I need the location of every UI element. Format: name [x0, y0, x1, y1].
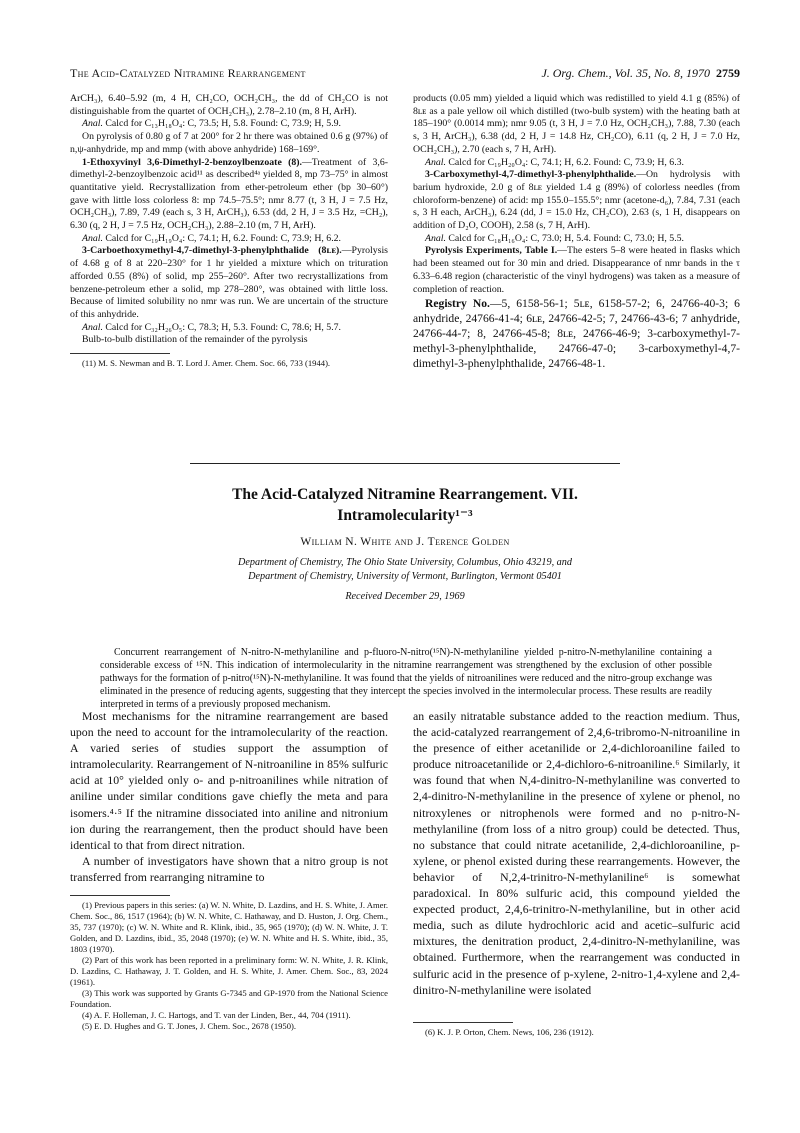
footnote-rule — [70, 353, 170, 354]
anal-label: Anal. — [82, 118, 103, 130]
body-paragraph-2: A number of investigators have shown that a nitro group is not transferred from rearranging nitramine to — [70, 853, 388, 884]
journal-name: J. Org. Chem., Vol. 35, No. 8, 1970 — [541, 66, 710, 80]
title-line-1: The Acid-Catalyzed Nitramine Rearrangement. VII. — [232, 486, 578, 503]
article-divider — [190, 463, 620, 464]
previous-article-right-column — [413, 93, 740, 371]
footnote-rule — [413, 1022, 513, 1023]
section-heading: Pyrolysis Experiments, Table I. — [425, 245, 558, 257]
section-text: —The esters 5–8 were heated in flasks which had been steamed out for 30 min and dried. Disappearance of nmr bands in the τ 6.33–6.48 region (characteristic of the vinyl hydrogens) was taken as a measure of completion of reaction. — [413, 245, 740, 295]
anal-text: Calcd for C₁₉H₁₉O₄: C, 74.1; H, 6.2. Found: C, 73.9; H, 6.2. — [102, 232, 342, 244]
running-header — [70, 66, 740, 84]
title-line-2: Intramolecularity¹⁻³ — [337, 507, 473, 524]
affiliation-line-1: Department of Chemistry, The Ohio State University, Columbus, Ohio 43219, and — [238, 557, 572, 568]
anal-text: Calcd for C₁₈H₁₆O₄: C, 73.0; H, 5.4. Found: C, 73.0; H, 5.5. — [445, 232, 685, 244]
anal-label: Anal. — [82, 321, 103, 333]
footnote-1: (1) Previous papers in this series: (a) W. N. White, D. Lazdins, and H. S. White, J. Amer. Chem. Soc., 86, 1517 (1964); (b) W. N. White, C. Hathaway, and D. Huston, J. Org. Chem., 35, 737 (1970); (c) W. N. White and R. Klink, ibid., 35, 965 (1970); (d) W. N. White, J. T. Golden, and D. Lazdins, ibid., 35, 2048 (1970); (e) W. N. White and H. S. White, ibid., 35, 1803 (1970). — [70, 900, 388, 955]
analysis-paragraph — [70, 118, 388, 131]
journal-page — [70, 0, 740, 1133]
analysis-paragraph — [70, 233, 388, 246]
affiliation — [70, 556, 740, 583]
registry-text: —5, 6158-56-1; 5ʟᴇ, 6158-57-2; 6, 24766-40-3; 6 anhydride, 24766-41-4; 6ʟᴇ, 24766-42-5; 7, 24766-43-6; 7 anhydride, 24766-44-7; 8, 24766-45-8; 8ʟᴇ, 24766-46-9; 3-carboxymethyl-7-methyl-3-phenylphthalide, 24766-47-0; 3-carboxymethyl-4,7-dimethyl-3-phenylphthalide, 24766-48-1. — [413, 297, 740, 371]
body-paragraph-3: an easily nitratable substance added to the reaction medium. Thus, the acid-catalyzed rearrangement of 2,4,6-tribromo-N-nitroaniline in the presence of either acetanilide or 2,4-dichloroaniline failed to produce nitroacetanilide or 2,4-dichloro-6-nitroaniline.⁶ Similarly, it was found that when N,4-dinitro-N-methylaniline was converted to 2,4-dinitro-N-methylaniline in the presence of xylene or phenol, no nitroxylenes or nitrophenols were formed and no p-nitro-N-methylaniline (from loss of a nitro group) could be detected. Thus, no substance that could nitrate acetanilide, 2,4-dichloroaniline, p-xylene, or phenol existed during these rearrangements. However, the behavior of N,2,4-trinitro-N-methylaniline⁶ is somewhat paradoxical. In 80% sulfuric acid, this compound yielded the expected product, 2,4,6-trinitro-N-methylaniline, but in other acid media, such as dilute hydrochloric acid and acetic–sulfuric acid mixtures, the denitration product, 2,4-dinitro-N-methylaniline, was obtained. Furthermore, when the rearrangement was conducted in sulfuric acid in the presence of p-xylene, 2-nitro-1,4-xylene and 2,4-dinitro-N-methylaniline were isolated — [413, 709, 740, 997]
nmr-continuation: ArCH₃), 6.40–5.92 (m, 4 H, CH₂CO, OCH₂CH₃, the dd of CH₂CO is not distinguishable from the quartet of OCH₂CH₃), 2.78–2.10 (m, 8 H, ArH). — [70, 93, 388, 117]
anal-label: Anal. — [425, 156, 446, 168]
carboxymethyl-paragraph — [413, 169, 740, 233]
page-number: 2759 — [716, 66, 740, 80]
previous-article-left-column — [70, 93, 388, 369]
received-date: Received December 29, 1969 — [345, 591, 465, 602]
compound-text: —Treatment of 3,6-dimethyl-2-benzoylbenzoic acid¹¹ as described⁴ᵃ yielded 8, mp 73–75° in almost quantitative yield. Recrystallization from ether-petroleum ether (bp 30–60°) gave with little loss colorless 8: mp 74.5–75.5°; nmr 8.77 (t, 3 H, J = 7.5 Hz, OCH₂CH₃), 7.89, 7.49 (each s, 3 H, ArCH₃), 6.53 (dd, 2 H, J = 3.5 Hz, =CH₂), 6.30 (q, 2 H, J = 7.5 Hz, OCH₂CH₃), 2.88–2.10 (m, 7 H, ArH). — [70, 156, 388, 232]
journal-citation — [541, 66, 740, 81]
anal-label: Anal. — [82, 232, 103, 244]
anal-text: Calcd for C₁₉H₂₀O₄: C, 74.1; H, 6.2. Found: C, 73.9; H, 6.3. — [445, 156, 685, 168]
body-right-column — [413, 708, 740, 1038]
compound-text: —Pyrolysis of 4.68 g of 8 at 220–230° for 1 hr yielded a mixture which on trituration afforded 0.55 (8%) of solid, mp 255–260°. After two recrystallizations from benzene-petroleum ether a solid, mp 278–280°, was obtained with little loss. Because of limited solubility no nmr was run. We are uncertain of the structure of this anhydride. — [70, 245, 388, 320]
article-title — [70, 484, 740, 526]
anal-label: Anal. — [425, 232, 446, 244]
footnote-4: (4) A. F. Holleman, J. C. Hartogs, and T. van der Linden, Ber., 44, 704 (1911). — [82, 1010, 351, 1021]
body-left-column — [70, 708, 388, 1032]
footnote-5: (5) E. D. Hughes and G. T. Jones, J. Chem. Soc., 2678 (1950). — [82, 1021, 297, 1032]
affiliation-line-2: Department of Chemistry, University of Vermont, Burlington, Vermont 05401 — [248, 570, 562, 582]
distillation-paragraph: Bulb-to-bulb distillation of the remainder of the pyrolysis — [82, 334, 308, 346]
authors: William N. White and J. Terence Golden — [300, 536, 510, 548]
distillation-continuation: products (0.05 mm) yielded a liquid which was redistilled to yield 4.1 g (85%) of 8ʟᴇ as a pale yellow oil which distilled (two-bulb system) with the heating bath at 185–190° (0.0014 mm); nmr 9.05 (t, 3 H, J = 7.0 Hz, OCH₂CH₃), 7.88, 7.30 (each s, 3 H, ArCH₃), 6.38 (dd, 2 H, J = 14.8 Hz, CH₂CO), 6.11 (q, 2 H, J = 7.0 Hz, OCH₂CH₃), 2.70 (each s, 7 H, ArH). — [413, 93, 740, 155]
compound-heading: 3-Carboxymethyl-4,7-dimethyl-3-phenylphthalide. — [425, 169, 637, 181]
footnote-rule — [70, 895, 170, 896]
registry-label: Registry No. — [425, 297, 490, 311]
footnote-6: (6) K. J. P. Orton, Chem. News, 106, 236 (1912). — [425, 1026, 594, 1037]
footnote-2: (2) Part of this work has been reported in a preliminary form: W. N. White, J. R. Klink, D. Lazdins, C. Hathaway, J. T. Golden, and H. S. White, J. Amer. Chem. Soc., 83, 2024 (1961). — [70, 955, 388, 988]
body-paragraph-1: Most mechanisms for the nitramine rearrangement are based upon the need to account for the intramolecularity of the reaction. A varied series of studies support the assumption of intramolecularity. Rearrangement of N-nitroaniline in 85% sulfuric acid at 10° yielded only o- and p-nitroanilines while nitration of aniline under similar conditions gave chiefly the meta and para isomers.⁴·⁵ If the nitramine dissociated into aniline and nitronium ion during the rearrangement, then the product should have been identical to that from direct nitration. — [70, 709, 388, 852]
analysis-paragraph — [70, 322, 388, 335]
article-header — [70, 484, 740, 602]
anal-text: Calcd for C₁₃H₁₈O₄: C, 73.5; H, 5.8. Found: C, 73.9; H, 5.9. — [102, 118, 342, 130]
compound-8-paragraph — [70, 157, 388, 233]
compound-8le-paragraph — [70, 245, 388, 321]
registry-numbers — [413, 296, 740, 371]
analysis-paragraph — [413, 233, 740, 246]
compound-text: —On hydrolysis with barium hydroxide, 2.0 g of 8ʟᴇ yielded 1.4 g (89%) of colorless needles (from chloroform-benzene) of acid: mp 155.0–155.5°; nmr (acetone-d₆), 7.84, 7.31 (each s, 3 H each, ArCH₃), 6.24 (dd, J = 15.0 Hz, CH₂CO), 2.63 (s, 1 H, disappears on addition of D₂O, COOH), 2.58 (s, 7 H, ArH). — [413, 169, 740, 232]
compound-heading: 3-Carboethoxymethyl-4,7-dimethyl-3-phenylphthalide (8ʟᴇ). — [82, 245, 342, 257]
footnote-11: (11) M. S. Newman and B. T. Lord J. Amer. Chem. Soc. 66, 733 (1944). — [82, 358, 331, 369]
running-title: The Acid-Catalyzed Nitramine Rearrangement — [70, 66, 306, 80]
analysis-paragraph — [413, 157, 740, 170]
pyrolysis-paragraph: On pyrolysis of 0.80 g of 7 at 200° for 2 hr there was obtained 0.6 g (97%) of n,ψ-anhydride, mp and mmp (with above anhydride) 168–169°. — [70, 131, 388, 155]
abstract: Concurrent rearrangement of N-nitro-N-methylaniline and p-fluoro-N-nitro(¹⁵N)-N-methylaniline yielded p-nitro-N-methylaniline containing a considerable excess of ¹⁵N. This indication of intermolecularity in the nitramine rearrangement was strengthened by the exclusion of other possible pathways for the formation of p-nitro(¹⁵N)-N-methylaniline. It was found that the yields of nitroanilines were reduced and the nitro-group exchange was eliminated in the presence of reducing agents, suggesting that they intercept the species involved in the intermolecular process. These results are readily interpreted in terms of a previously proposed mechanism. — [100, 647, 712, 710]
pyrolysis-experiments-paragraph — [413, 245, 740, 296]
compound-heading: 1-Ethoxyvinyl 3,6-Dimethyl-2-benzoylbenzoate (8). — [82, 156, 302, 168]
footnote-3: (3) This work was supported by Grants G-7345 and GP-1970 from the National Science Foundation. — [70, 988, 388, 1010]
anal-text: Calcd for C₃₂H₂₆O₅: C, 78.3; H, 5.3. Found: C, 78.6; H, 5.7. — [102, 321, 342, 333]
